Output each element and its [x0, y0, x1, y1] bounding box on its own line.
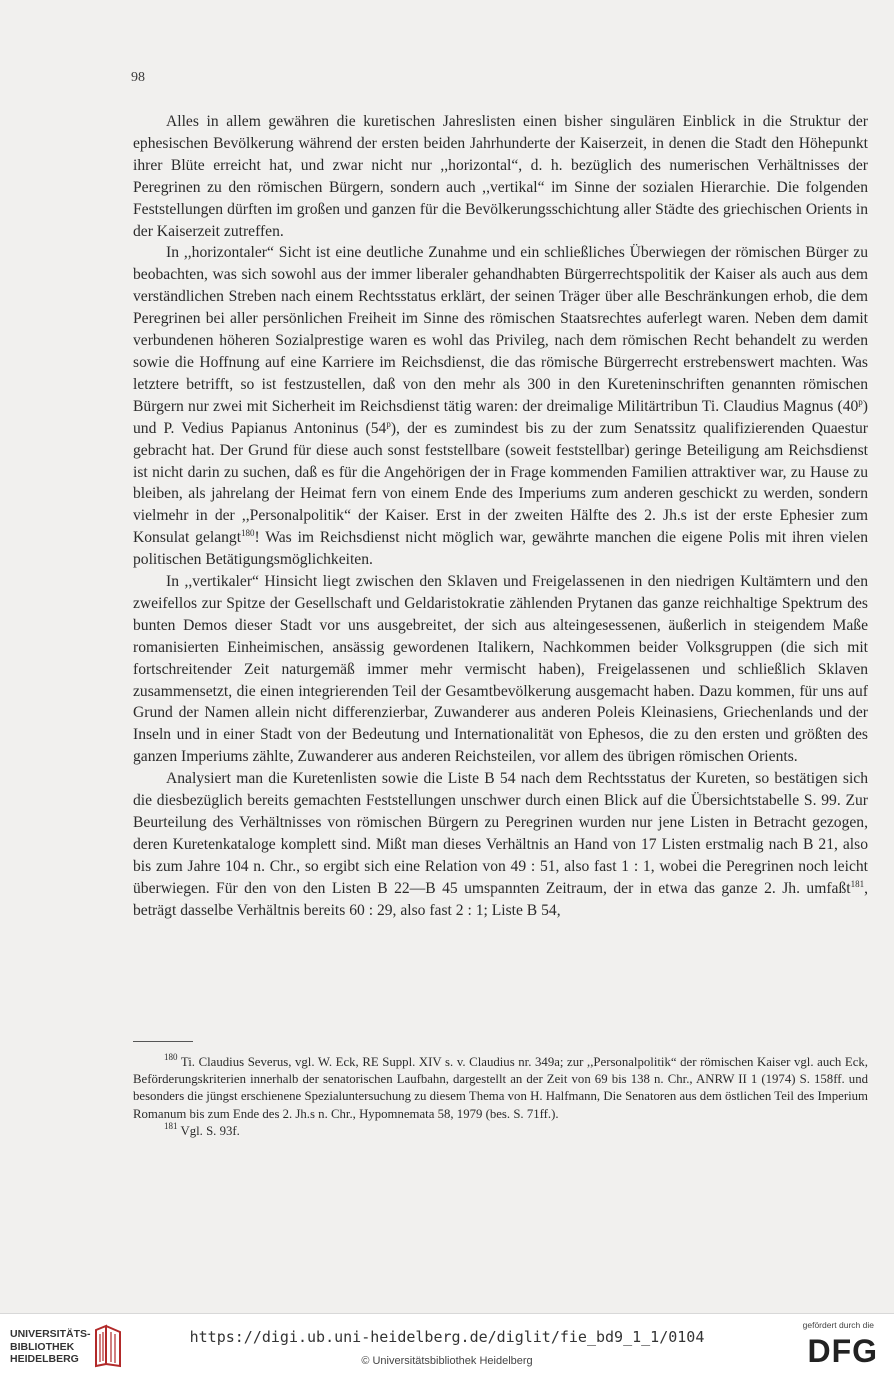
page-number: 98: [131, 70, 145, 85]
footnote-text: Vgl. S. 93f.: [180, 1123, 240, 1138]
footnote-number: 181: [164, 1120, 178, 1131]
paragraph-4: [133, 768, 868, 921]
footnotes: [133, 1054, 868, 1140]
copyright-notice: © Universitätsbibliothek Heidelberg: [361, 1355, 533, 1367]
main-text: [133, 111, 868, 922]
library-name-line3: HEIDELBERG: [10, 1353, 79, 1365]
permalink-url[interactable]: https://digi.ub.uni-heidelberg.de/diglit/fie_bd9_1_1/0104: [189, 1328, 705, 1346]
paragraph-2-end: ! Was im Reichsdienst nicht möglich war, gewährte manchen die eigene Polis mit ihren vielen politischen Betätigungsmöglichkeiten.: [133, 529, 868, 569]
paragraph-2-text: In ,,horizontaler“ Sicht ist eine deutliche Zunahme und ein schließliches Überwiegen der römischen Bürger zu beobachten, was sich sowohl aus der immer liberaler gehandhabten Bürgerrechtspolitik der Kaiser als auch aus dem verständlichen Streben nach einem Rechtsstatus erklärt, der seinen Träger über alle Beschränkungen erhob, die dem Peregrinen bei aller persönlichen Freiheit im Sinne des römischen Staatsrechtes auferlegt waren. Neben dem damit verbundenen höheren Sozialprestige waren es wohl das Privileg, nach dem römischen Recht behandelt zu werden sowie die Hoffnung auf eine Karriere im Reichsdienst, die das römische Bürgerrecht erstrebenswert machten. Was letztere betrifft, so ist festzustellen, daß von den mehr als 300 in den Kureteninschriften genannten römischen Bürgern nur zwei mit Sicherheit im Reichsdienst tätig waren: der dreimalige Militärtribun Ti. Claudius Magnus (40: [133, 244, 868, 415]
footnote-divider: [133, 1041, 193, 1042]
paragraph-4-end: , beträgt dasselbe Verhältnis bereits 60 : 29, also fast 2 : 1; Liste B 54,: [133, 879, 868, 919]
paragraph-1: Alles in allem gewähren die kuretischen Jahreslisten einen bisher singulären Einblick in die Struktur der ephesischen Bevölkerung während der ersten beiden Jahrhunderte der Kaiserzeit, in denen die Stadt den Höhepunkt ihrer Blüte erreicht hat, und zwar nicht nur ,,horizontal“, d. h. bezüglich des numerischen Verhältnisses der Peregrinen zu den römischen Bürgern, sondern auch ,,vertikal“ im Sinne der sozialen Hierarchie. Die folgenden Feststellungen dürften im großen und ganzen für die Bevölkerungsschichtung aller Städte des griechischen Orients in der Kaiserzeit zutreffen.: [133, 113, 868, 240]
paragraph-2-mid: ) und P. Vedius Papianus Antoninus (54: [133, 397, 868, 437]
footnote-number: 180: [164, 1052, 178, 1062]
footnote-ref-180[interactable]: 180: [241, 528, 255, 539]
paragraph-2: [133, 242, 868, 571]
superscript-p: p: [386, 418, 391, 429]
footnote-181: [133, 1120, 868, 1140]
superscript-p: p: [858, 396, 863, 407]
library-name-line2: BIBLIOTHEK: [10, 1340, 75, 1353]
paragraph-3: In ,,vertikaler“ Hinsicht liegt zwischen den Sklaven und Freigelassenen in den niedrigen Kultämtern und den zweifellos zur Spitze der Gesellschaft und Geldaristokratie zählenden Prytanen das ganze reichhaltige Spektrum des bunten Demos dieser Stadt vor uns ausgebreitet, der sich aus alteingesessenen, äußerlich in steigendem Maße romanisierten Einheimischen, ansässig gewordenen Italikern, Nachkommen beider Volksgruppen (die sich mit fortschreitender Zeit naturgemäß immer mehr vermischt haben), Freigelassenen und schließlich Sklaven zusammensetzt, die einen integrierenden Teil der Gesamtbevölkerung ausgemacht haben. Dazu kommen, für uns auf Grund der Namen allein nicht differenzierbar, Zuwanderer aus anderen Poleis Kleinasiens, Griechenlands und der Inseln und in einer Stadt von der Bedeutung und Internationalität von Ephesos, die zu den ersten und größten des ganzen Imperiums zählte, Zuwanderer aus anderen Reichsteilen, vor allem des übrigen römischen Orients.: [133, 573, 868, 766]
footnote-text: Ti. Claudius Severus, vgl. W. Eck, RE Suppl. XIV s. v. Claudius nr. 349a; zur ,,Personalpolitik“ der römischen Kaiser vgl. auch Eck, Beförderungskriterien innerhalb der senatorischen Laufbahn, dargestellt an der Zeit von 69 bis 138 n. Chr., ANRW II 1 (1974) S. 158ff. und besonders die jüngst erschienene Spezialuntersuchung zu diesem Thema von H. Halfmann, Die Senatoren aus dem östlichen Teil des Imperium Romanum bis zum Ende des 2. Jh.s n. Chr., Hypomnemata 58, 1979 (bes. S. 71ff.).: [133, 1055, 868, 1121]
footnote-ref-181[interactable]: 181: [850, 878, 865, 889]
library-name-line1: UNIVERSITÄTS-: [10, 1328, 91, 1340]
paragraph-4-text: Analysiert man die Kuretenlisten sowie die Liste B 54 nach dem Rechtsstatus der Kureten, so bestätigen sich die diesbezüglich bereits gemachten Feststellungen unschwer durch einen Blick auf die Übersichtstabelle S. 99. Zur Beurteilung des Verhältnisses von römischen Bürgern zu Peregrinen wurden nur jene Listen in Betracht gezogen, deren Kuretenkataloge komplett sind. Mißt man dieses Verhältnis an Hand von 17 Listen erstmalig nach B 21, also bis zum Jahre 104 n. Chr., so ergibt sich eine Relation von 49 : 51, also fast 1 : 1, wobei die Peregrinen noch leicht überwiegen. Für den von den Listen B 22—B 45 umspannten Zeitraum, der in etwa das ganze 2. Jh. umfaßt: [133, 770, 868, 897]
footnote-180: [133, 1054, 868, 1123]
dfg-logo[interactable]: DFG: [807, 1333, 878, 1369]
funded-by-label: gefördert durch die: [802, 1320, 874, 1330]
viewer-footer: [0, 1313, 894, 1378]
paragraph-2-rest: ), der es zumindest bis zu der zum Senatssitz qualifizierenden Quaestur gebracht hat. Der Grund für diese auch sonst feststellbare (soweit feststellbar) geringe Beteiligung am Reichsdienst ist nicht darin zu suchen, daß es für die Angehörigen der in Frage kommenden Familien attraktiver war, zu Hause zu bleiben, als jahrelang der Heimat fern von einem Ende des Imperiums zum anderen geschickt zu werden, sondern vielmehr in der ,,Personalpolitik“ der Kaiser. Erst in der zweiten Hälfte des 2. Jh.s ist der erste Ephesier zum Konsulat gelangt: [133, 419, 868, 547]
